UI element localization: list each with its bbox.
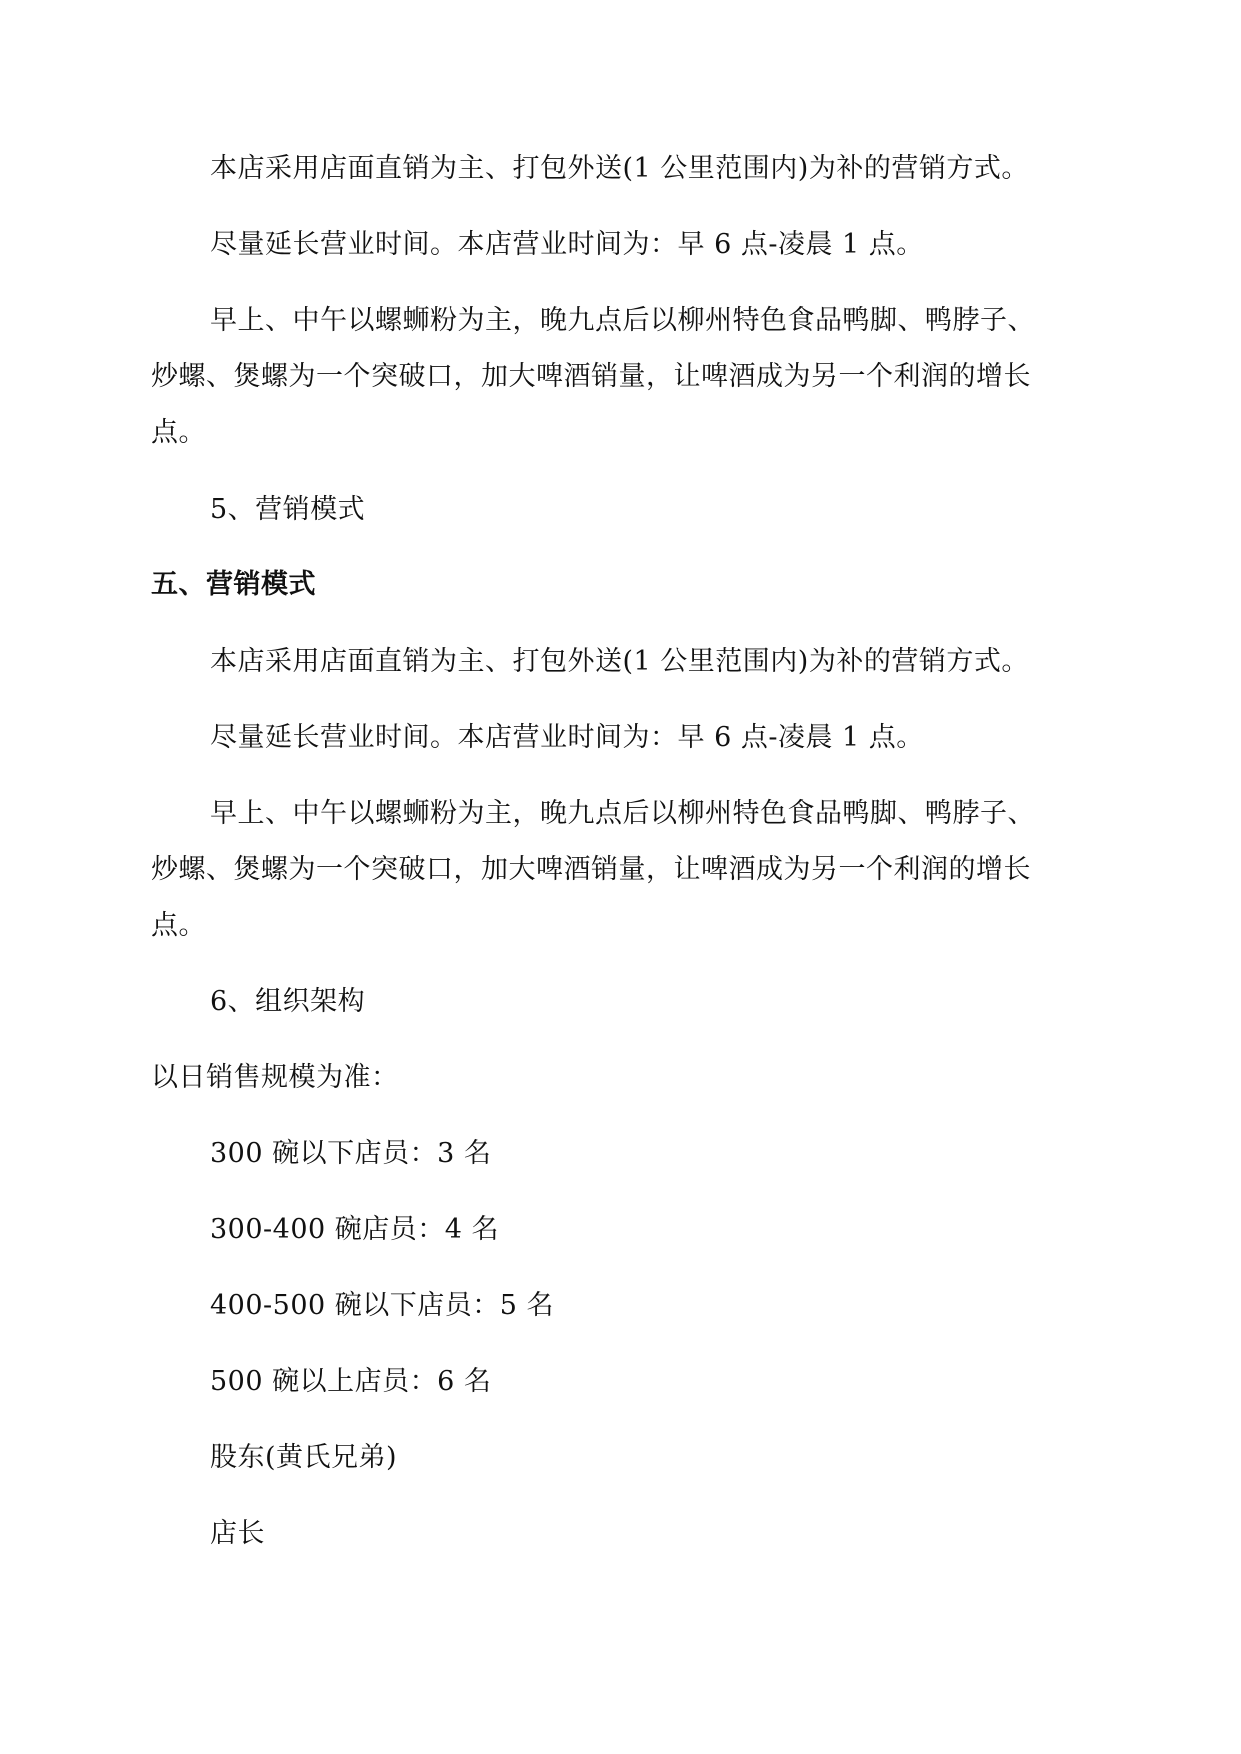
paragraph-menu-strategy-line2: 炒螺、煲螺为一个突破口，加大啤酒销量，让啤酒成为另一个利润的增长	[151, 854, 1031, 885]
paragraph-sales-method: 本店采用店面直销为主、打包外送(1 公里范围内)为补的营销方式。	[210, 646, 1029, 677]
staffing-item: 400-500 碗以下店员：5 名	[210, 1290, 555, 1321]
paragraph-menu-strategy-line1: 早上、中午以螺蛳粉为主，晚九点后以柳州特色食品鸭脚、鸭脖子、	[210, 798, 1035, 829]
paragraph-menu-strategy-line3: 点。	[151, 417, 206, 448]
staffing-item: 500 碗以上店员：6 名	[210, 1366, 492, 1397]
staffing-intro: 以日销售规模为准：	[151, 1062, 399, 1093]
manager-label: 店长	[210, 1518, 265, 1549]
shareholders-label: 股东(黄氏兄弟)	[210, 1442, 398, 1473]
paragraph-menu-strategy-line3: 点。	[151, 910, 206, 941]
paragraph-menu-strategy-line2: 炒螺、煲螺为一个突破口，加大啤酒销量，让啤酒成为另一个利润的增长	[151, 361, 1031, 392]
paragraph-business-hours: 尽量延长营业时间。本店营业时间为：早 6 点-凌晨 1 点。	[210, 229, 924, 260]
staffing-item: 300 碗以下店员：3 名	[210, 1138, 492, 1169]
section-title-organization: 6、组织架构	[210, 986, 366, 1017]
staffing-item: 300-400 碗店员：4 名	[210, 1214, 500, 1245]
paragraph-sales-method: 本店采用店面直销为主、打包外送(1 公里范围内)为补的营销方式。	[210, 153, 1029, 184]
paragraph-menu-strategy-line1: 早上、中午以螺蛳粉为主，晚九点后以柳州特色食品鸭脚、鸭脖子、	[210, 305, 1035, 336]
heading-marketing-model: 五、营销模式	[151, 569, 316, 600]
paragraph-business-hours: 尽量延长营业时间。本店营业时间为：早 6 点-凌晨 1 点。	[210, 722, 924, 753]
section-title-marketing: 5、营销模式	[210, 494, 366, 525]
